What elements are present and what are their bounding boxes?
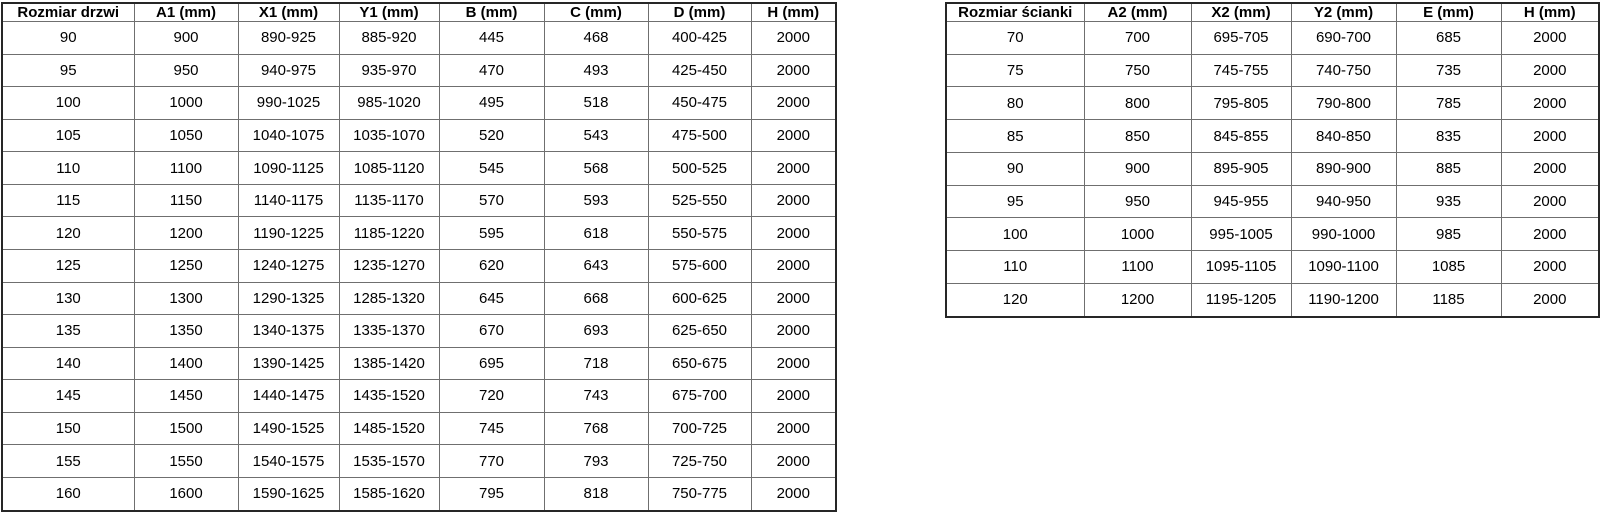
- table-row: [946, 218, 1599, 251]
- column-header: E (mm): [1396, 3, 1501, 22]
- table-cell: 425-450: [648, 54, 751, 87]
- table-cell: 1150: [134, 184, 238, 217]
- table-cell: 2000: [1501, 283, 1599, 317]
- table-cell: 1200: [1084, 283, 1191, 317]
- table-cell: 2000: [751, 347, 836, 380]
- table-cell: 520: [439, 119, 544, 152]
- table-cell: 685: [1396, 22, 1501, 55]
- table-cell: 130: [2, 282, 134, 315]
- table-cell: 160: [2, 477, 134, 511]
- table-cell: 475-500: [648, 119, 751, 152]
- table-cell: 750-775: [648, 477, 751, 511]
- table-row: [946, 22, 1599, 55]
- table-cell: 155: [2, 445, 134, 478]
- table-cell: 2000: [751, 184, 836, 217]
- table-cell: 668: [544, 282, 648, 315]
- table-cell: 645: [439, 282, 544, 315]
- table-cell: 720: [439, 380, 544, 413]
- table-cell: 95: [946, 185, 1084, 218]
- table-cell: 1440-1475: [238, 380, 339, 413]
- table-cell: 650-675: [648, 347, 751, 380]
- column-header: Rozmiar ścianki: [946, 3, 1084, 22]
- table-cell: 795-805: [1191, 87, 1291, 120]
- table-cell: 120: [2, 217, 134, 250]
- table-cell: 1090-1100: [1291, 251, 1396, 284]
- table-cell: 125: [2, 249, 134, 282]
- table-cell: 835: [1396, 120, 1501, 153]
- table-cell: 1585-1620: [339, 477, 439, 511]
- table-row: [2, 315, 836, 348]
- table-cell: 945-955: [1191, 185, 1291, 218]
- table-cell: 450-475: [648, 87, 751, 120]
- table-cell: 2000: [751, 380, 836, 413]
- table-row: [2, 22, 836, 55]
- table-cell: 600-625: [648, 282, 751, 315]
- table-cell: 445: [439, 22, 544, 55]
- table-cell: 400-425: [648, 22, 751, 55]
- table-cell: 643: [544, 249, 648, 282]
- table-cell: 90: [946, 152, 1084, 185]
- table-cell: 900: [134, 22, 238, 55]
- table-cell: 790-800: [1291, 87, 1396, 120]
- table-cell: 950: [1084, 185, 1191, 218]
- column-header: B (mm): [439, 3, 544, 22]
- column-header: H (mm): [1501, 3, 1599, 22]
- table-cell: 1390-1425: [238, 347, 339, 380]
- table-cell: 120: [946, 283, 1084, 317]
- table-cell: 595: [439, 217, 544, 250]
- table-cell: 570: [439, 184, 544, 217]
- table-row: [2, 412, 836, 445]
- table-cell: 2000: [751, 119, 836, 152]
- column-header: D (mm): [648, 3, 751, 22]
- table-cell: 1250: [134, 249, 238, 282]
- table-cell: 2000: [751, 249, 836, 282]
- table-cell: 1300: [134, 282, 238, 315]
- table-cell: 625-650: [648, 315, 751, 348]
- table-cell: 2000: [751, 152, 836, 185]
- table-cell: 1400: [134, 347, 238, 380]
- table-row: [946, 152, 1599, 185]
- column-header: Y2 (mm): [1291, 3, 1396, 22]
- table-cell: 1500: [134, 412, 238, 445]
- table-cell: 1085-1120: [339, 152, 439, 185]
- table-row: [2, 119, 836, 152]
- table-cell: 1200: [134, 217, 238, 250]
- column-header: A2 (mm): [1084, 3, 1191, 22]
- table-cell: 675-700: [648, 380, 751, 413]
- table-row: [2, 380, 836, 413]
- table-cell: 1185-1220: [339, 217, 439, 250]
- table-cell: 468: [544, 22, 648, 55]
- table-cell: 895-905: [1191, 152, 1291, 185]
- table-cell: 2000: [751, 412, 836, 445]
- table-cell: 885-920: [339, 22, 439, 55]
- table-cell: 1050: [134, 119, 238, 152]
- table-cell: 568: [544, 152, 648, 185]
- table-cell: 1285-1320: [339, 282, 439, 315]
- table-cell: 525-550: [648, 184, 751, 217]
- table-cell: 995-1005: [1191, 218, 1291, 251]
- table-cell: 950: [134, 54, 238, 87]
- table-cell: 2000: [751, 54, 836, 87]
- table-cell: 1450: [134, 380, 238, 413]
- column-header: Y1 (mm): [339, 3, 439, 22]
- table-cell: 1100: [1084, 251, 1191, 284]
- table-cell: 1335-1370: [339, 315, 439, 348]
- table-cell: 690-700: [1291, 22, 1396, 55]
- table-cell: 670: [439, 315, 544, 348]
- table-cell: 2000: [1501, 218, 1599, 251]
- header-row: [946, 3, 1599, 22]
- table-cell: 1350: [134, 315, 238, 348]
- table-row: [946, 251, 1599, 284]
- table-cell: 2000: [1501, 152, 1599, 185]
- table-cell: 2000: [1501, 54, 1599, 87]
- table-cell: 700: [1084, 22, 1191, 55]
- table-cell: 70: [946, 22, 1084, 55]
- table-cell: 985: [1396, 218, 1501, 251]
- table-cell: 2000: [751, 282, 836, 315]
- table-row: [2, 184, 836, 217]
- table-cell: 95: [2, 54, 134, 87]
- table-cell: 750: [1084, 54, 1191, 87]
- column-header: C (mm): [544, 3, 648, 22]
- table-cell: 1340-1375: [238, 315, 339, 348]
- table-cell: 1550: [134, 445, 238, 478]
- table-cell: 768: [544, 412, 648, 445]
- table-cell: 1535-1570: [339, 445, 439, 478]
- table-cell: 140: [2, 347, 134, 380]
- table-cell: 990-1000: [1291, 218, 1396, 251]
- table-cell: 1590-1625: [238, 477, 339, 511]
- table-cell: 495: [439, 87, 544, 120]
- table-cell: 2000: [751, 217, 836, 250]
- table-cell: 1490-1525: [238, 412, 339, 445]
- table-row: [946, 54, 1599, 87]
- table-cell: 543: [544, 119, 648, 152]
- table-cell: 2000: [1501, 87, 1599, 120]
- table-cell: 2000: [751, 87, 836, 120]
- table-cell: 940-950: [1291, 185, 1396, 218]
- table-cell: 1385-1420: [339, 347, 439, 380]
- table-cell: 1185: [1396, 283, 1501, 317]
- column-header: X2 (mm): [1191, 3, 1291, 22]
- table-row: [946, 185, 1599, 218]
- column-header: Rozmiar drzwi: [2, 3, 134, 22]
- table-row: [2, 477, 836, 511]
- table-row: [2, 54, 836, 87]
- table-cell: 795: [439, 477, 544, 511]
- table-cell: 818: [544, 477, 648, 511]
- table-cell: 2000: [751, 445, 836, 478]
- table-cell: 100: [946, 218, 1084, 251]
- table-row: [2, 282, 836, 315]
- table-cell: 900: [1084, 152, 1191, 185]
- table-cell: 2000: [751, 22, 836, 55]
- table-cell: 890-900: [1291, 152, 1396, 185]
- table-cell: 110: [2, 152, 134, 185]
- table-row: [946, 283, 1599, 317]
- table-cell: 840-850: [1291, 120, 1396, 153]
- table-cell: 1085: [1396, 251, 1501, 284]
- table-cell: 593: [544, 184, 648, 217]
- table-cell: 1190-1200: [1291, 283, 1396, 317]
- table-row: [946, 120, 1599, 153]
- table-cell: 793: [544, 445, 648, 478]
- table-cell: 940-975: [238, 54, 339, 87]
- table-cell: 518: [544, 87, 648, 120]
- table-cell: 1035-1070: [339, 119, 439, 152]
- table-cell: 75: [946, 54, 1084, 87]
- table-cell: 1195-1205: [1191, 283, 1291, 317]
- table-cell: 2000: [1501, 120, 1599, 153]
- table-row: [2, 152, 836, 185]
- table-cell: 745-755: [1191, 54, 1291, 87]
- table-cell: 1485-1520: [339, 412, 439, 445]
- table-cell: 700-725: [648, 412, 751, 445]
- table-cell: 743: [544, 380, 648, 413]
- table-cell: 885: [1396, 152, 1501, 185]
- table-cell: 1540-1575: [238, 445, 339, 478]
- column-header: X1 (mm): [238, 3, 339, 22]
- header-row: [2, 3, 836, 22]
- table-row: [2, 249, 836, 282]
- table-cell: 135: [2, 315, 134, 348]
- table-cell: 145: [2, 380, 134, 413]
- table-cell: 800: [1084, 87, 1191, 120]
- table-cell: 735: [1396, 54, 1501, 87]
- table-cell: 1000: [134, 87, 238, 120]
- table-cell: 2000: [1501, 251, 1599, 284]
- table-cell: 890-925: [238, 22, 339, 55]
- table-cell: 695: [439, 347, 544, 380]
- table-cell: 1135-1170: [339, 184, 439, 217]
- table-cell: 1190-1225: [238, 217, 339, 250]
- table-cell: 90: [2, 22, 134, 55]
- table-cell: 150: [2, 412, 134, 445]
- table-row: [2, 217, 836, 250]
- table-cell: 1100: [134, 152, 238, 185]
- table-row: [2, 445, 836, 478]
- table-cell: 845-855: [1191, 120, 1291, 153]
- table-cell: 725-750: [648, 445, 751, 478]
- table-cell: 1090-1125: [238, 152, 339, 185]
- table-cell: 850: [1084, 120, 1191, 153]
- table-cell: 620: [439, 249, 544, 282]
- table-cell: 618: [544, 217, 648, 250]
- table-cell: 2000: [751, 477, 836, 511]
- table-cell: 115: [2, 184, 134, 217]
- table-cell: 470: [439, 54, 544, 87]
- table-cell: 935: [1396, 185, 1501, 218]
- table-cell: 785: [1396, 87, 1501, 120]
- table-cell: 575-600: [648, 249, 751, 282]
- table-cell: 2000: [1501, 185, 1599, 218]
- table-cell: 695-705: [1191, 22, 1291, 55]
- table-cell: 1435-1520: [339, 380, 439, 413]
- table-cell: 1240-1275: [238, 249, 339, 282]
- table-row: [2, 87, 836, 120]
- table-row: [2, 347, 836, 380]
- column-header: A1 (mm): [134, 3, 238, 22]
- table-cell: 2000: [751, 315, 836, 348]
- table-cell: 770: [439, 445, 544, 478]
- wall-sizes-table: [945, 2, 1600, 318]
- table-cell: 1095-1105: [1191, 251, 1291, 284]
- table-cell: 693: [544, 315, 648, 348]
- table-cell: 935-970: [339, 54, 439, 87]
- table-cell: 100: [2, 87, 134, 120]
- table-cell: 1140-1175: [238, 184, 339, 217]
- door-sizes-table: [1, 2, 837, 512]
- table-cell: 493: [544, 54, 648, 87]
- table-cell: 1290-1325: [238, 282, 339, 315]
- table-cell: 1235-1270: [339, 249, 439, 282]
- table-cell: 105: [2, 119, 134, 152]
- table-cell: 985-1020: [339, 87, 439, 120]
- table-cell: 545: [439, 152, 544, 185]
- table-cell: 990-1025: [238, 87, 339, 120]
- table-cell: 740-750: [1291, 54, 1396, 87]
- table-row: [946, 87, 1599, 120]
- table-cell: 550-575: [648, 217, 751, 250]
- table-cell: 2000: [1501, 22, 1599, 55]
- column-header: H (mm): [751, 3, 836, 22]
- table-cell: 500-525: [648, 152, 751, 185]
- table-cell: 745: [439, 412, 544, 445]
- table-cell: 1040-1075: [238, 119, 339, 152]
- table-cell: 1600: [134, 477, 238, 511]
- table-cell: 80: [946, 87, 1084, 120]
- table-cell: 718: [544, 347, 648, 380]
- table-cell: 110: [946, 251, 1084, 284]
- table-cell: 1000: [1084, 218, 1191, 251]
- table-cell: 85: [946, 120, 1084, 153]
